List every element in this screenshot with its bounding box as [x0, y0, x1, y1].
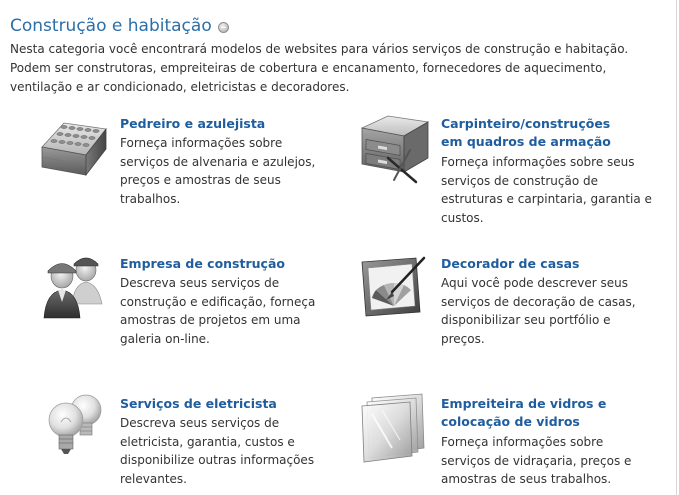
- item-title[interactable]: Decorador de casas: [441, 256, 580, 271]
- item-description: Descreva seus serviços de construção e edificação, forneça amostras de projetos em uma galeria on-line.: [120, 276, 316, 346]
- category-intro: Nesta categoria você encontrará modelos de websites para vários serviços de construção e habitação. Podem ser construtoras, empreiteiras de cobertura e encanamento, fornecedores de aquecimento, ventilação e ar condicionado, eletricistas e decoradores.: [10, 42, 629, 94]
- brick-icon: [38, 117, 110, 181]
- item-title-text: Empreiteira de vidros e colocação de vidros: [441, 396, 607, 429]
- collapse-icon[interactable]: [218, 22, 229, 33]
- category-title: Construção e habitação: [10, 16, 212, 36]
- item-title[interactable]: Serviços de eletricista: [120, 396, 277, 411]
- item-description: Forneça informações sobre seus serviços de construção de estruturas e carpintaria, garantia e custos.: [441, 155, 652, 225]
- item-description: Aqui você pode descrever seus serviços de decoração de casas, disponibilizar seu portfólio e preços.: [441, 276, 636, 346]
- glass-panes-icon: [358, 392, 430, 464]
- item-title[interactable]: [441, 395, 611, 431]
- item-title[interactable]: Pedreiro e azulejista: [120, 116, 266, 131]
- item-title[interactable]: [441, 115, 631, 151]
- item-title[interactable]: Empresa de construção: [120, 256, 285, 271]
- category-header: [10, 13, 229, 39]
- light-bulbs-icon: [42, 392, 108, 464]
- item-title-text: Carpinteiro/construções em quadros de armação: [441, 116, 611, 149]
- workers-icon: [38, 252, 110, 322]
- color-swatch-brush-icon: [358, 254, 430, 324]
- drawers-tools-icon: [358, 114, 430, 184]
- item-description: Forneça informações sobre serviços de alvenaria e azulejos, preços e amostras de seus trabalhos.: [120, 136, 316, 206]
- item-description: Descreva seus serviços de eletricista, garantia, custos e disponibilize outras informações relevantes.: [120, 416, 315, 486]
- item-description: Forneça informações sobre serviços de vidraçaria, preços e amostras de seus trabalhos.: [441, 435, 632, 486]
